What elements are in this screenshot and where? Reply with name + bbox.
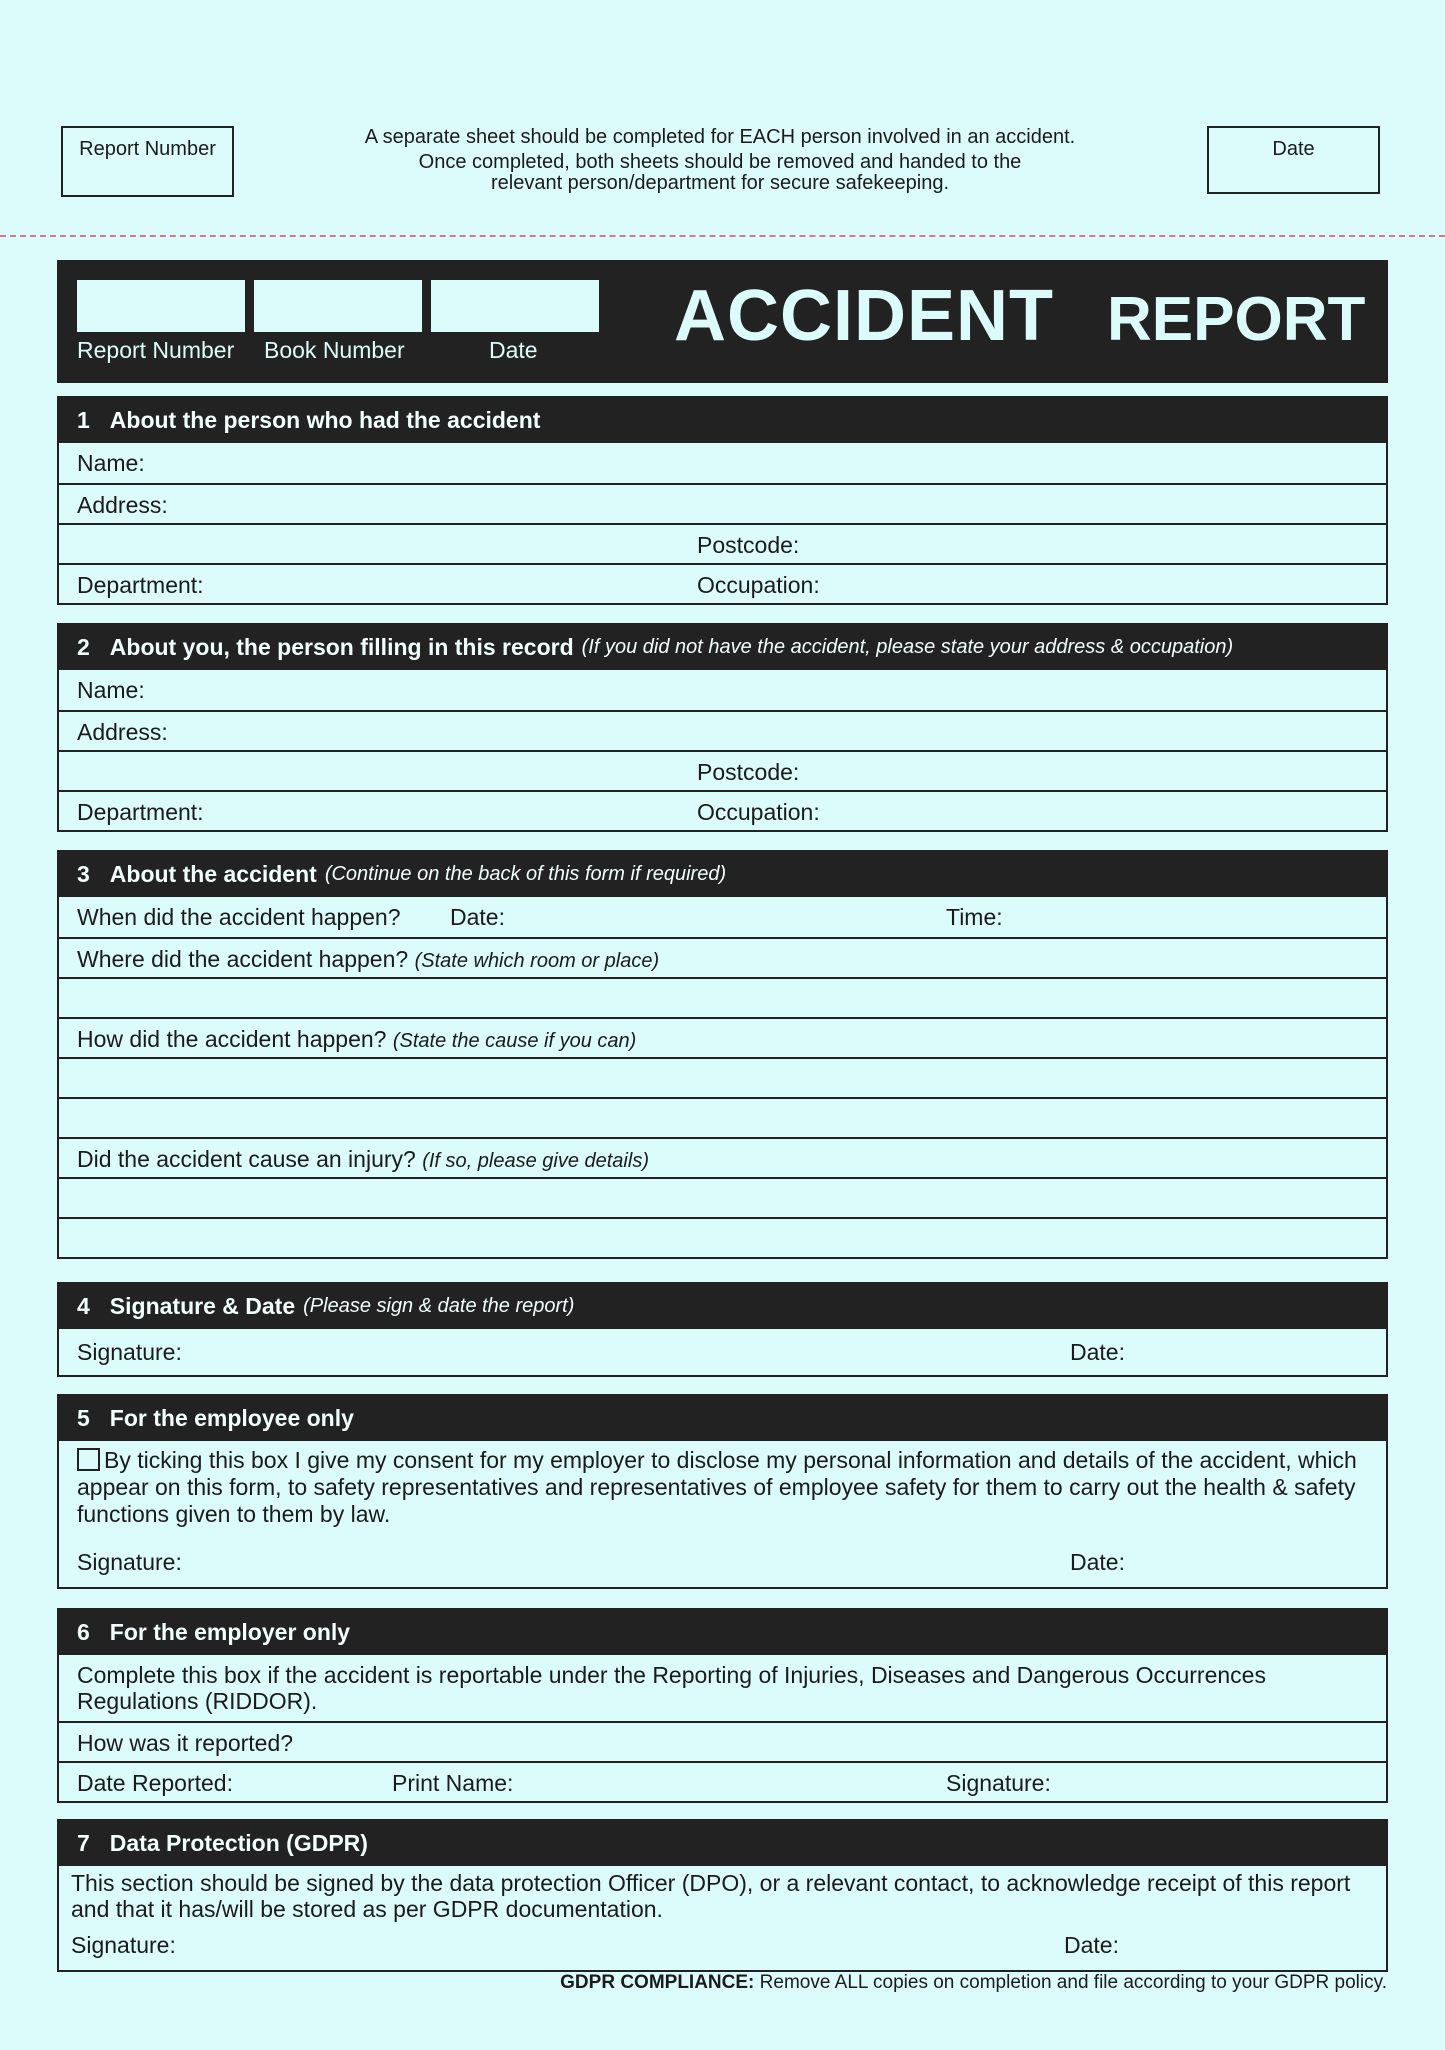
section-6-title: For the employer only	[109, 1619, 351, 1645]
s3-injury-note: (If so, please give details)	[422, 1150, 649, 1172]
s6-signature-label: Signature:	[946, 1770, 1051, 1796]
header-date-label: Date	[489, 337, 538, 363]
section-6-header	[59, 1610, 1386, 1655]
title-report: REPORT	[1107, 285, 1366, 354]
section-5	[57, 1394, 1388, 1589]
s2-postcode-label: Postcode:	[697, 759, 800, 785]
s2-address-label: Address:	[77, 719, 168, 745]
section-6	[57, 1608, 1388, 1803]
s5-signature-label: Signature:	[77, 1549, 182, 1575]
stub-report-number-label: Report Number	[79, 138, 216, 160]
stub-notice-line2: Once completed, both sheets should be removed and handed to the	[418, 151, 1022, 173]
section-4-body	[59, 1329, 1386, 1375]
s3-how-line-2[interactable]	[59, 1097, 1386, 1137]
header-report-number-label: Report Number	[77, 337, 235, 363]
s5-consent-paragraph	[59, 1441, 1386, 1536]
section-2	[57, 623, 1388, 832]
s3-injury-line-1[interactable]	[59, 1177, 1386, 1217]
report-header	[57, 260, 1388, 383]
s2-department-row[interactable]	[59, 790, 1386, 830]
s3-time-label: Time:	[946, 904, 1003, 930]
section-1-title: About the person who had the accident	[109, 407, 541, 433]
s3-where-row[interactable]	[59, 937, 1386, 977]
footer-text: Remove ALL copies on completion and file according to your GDPR policy.	[759, 1972, 1387, 1993]
stub-report-number-box[interactable]	[61, 126, 234, 197]
header-date-field[interactable]	[431, 280, 599, 332]
gdpr-compliance-footer	[560, 1972, 1387, 1994]
header-book-number-label: Book Number	[264, 337, 405, 363]
section-2-title: About you, the person filling in this record	[109, 634, 574, 660]
s4-signature-row[interactable]	[59, 1329, 1386, 1375]
s3-when-label: When did the accident happen?	[77, 904, 401, 930]
s3-how-row[interactable]	[59, 1017, 1386, 1057]
section-3-note: (Continue on the back of this form if required)	[324, 863, 727, 885]
s6-how-row[interactable]	[59, 1721, 1386, 1761]
section-4-number: 4	[77, 1293, 90, 1319]
section-5-header	[59, 1396, 1386, 1441]
section-4-title: Signature & Date	[109, 1293, 296, 1319]
s2-name-label: Name:	[77, 677, 145, 703]
s6-date-reported-label: Date Reported:	[77, 1770, 233, 1796]
s2-address-row[interactable]	[59, 710, 1386, 750]
s1-occupation-label: Occupation:	[697, 572, 820, 598]
s2-name-row[interactable]	[59, 670, 1386, 710]
s6-print-name-label: Print Name:	[392, 1770, 514, 1796]
title-accident: ACCIDENT	[674, 276, 1054, 356]
section-6-number: 6	[77, 1619, 90, 1645]
stub-date-label: Date	[1272, 138, 1315, 160]
section-1-header	[59, 398, 1386, 443]
s1-address-row[interactable]	[59, 483, 1386, 523]
s3-how-line-1[interactable]	[59, 1057, 1386, 1097]
s2-postcode-row[interactable]	[59, 750, 1386, 790]
section-7-title: Data Protection (GDPR)	[109, 1830, 368, 1856]
stub-notice-line3: relevant person/department for secure safekeeping.	[490, 172, 950, 194]
s4-signature-label: Signature:	[77, 1339, 182, 1365]
section-2-number: 2	[77, 634, 90, 660]
section-4-header	[59, 1284, 1386, 1329]
section-4	[57, 1282, 1388, 1377]
header-book-number-field[interactable]	[254, 280, 422, 332]
section-5-number: 5	[77, 1405, 90, 1431]
s1-name-row[interactable]	[59, 443, 1386, 483]
s1-address-label: Address:	[77, 492, 168, 518]
s3-how-text: How did the accident happen?	[77, 1026, 387, 1052]
section-3-title: About the accident	[109, 861, 317, 887]
s3-where-label	[77, 946, 659, 973]
section-7	[57, 1819, 1388, 1972]
s6-how-label: How was it reported?	[77, 1730, 294, 1756]
header-report-number-field[interactable]	[77, 280, 245, 332]
footer-bold: GDPR COMPLIANCE:	[560, 1972, 755, 1993]
s1-department-label: Department:	[77, 572, 204, 598]
s3-when-row[interactable]	[59, 897, 1386, 937]
s3-how-label	[77, 1026, 636, 1053]
section-3-header	[59, 852, 1386, 897]
s7-gdpr-text: This section should be signed by the data protection Officer (DPO), or a relevant contact, to acknowledge receipt of this report and that it has/will be stored as per GDPR documentation.	[71, 1870, 1351, 1922]
section-1-number: 1	[77, 407, 90, 433]
section-2-note: (If you did not have the accident, please state your address & occupation)	[581, 636, 1234, 658]
section-6-body	[59, 1655, 1386, 1801]
section-2-header	[59, 625, 1386, 670]
s1-postcode-row[interactable]	[59, 523, 1386, 563]
s1-postcode-label: Postcode:	[697, 532, 800, 558]
s7-signature-label: Signature:	[71, 1932, 176, 1958]
s3-where-note: (State which room or place)	[414, 950, 660, 972]
s4-date-label: Date:	[1070, 1339, 1125, 1365]
section-2-body	[59, 670, 1386, 830]
s3-injury-text: Did the accident cause an injury?	[77, 1146, 416, 1172]
s3-how-note: (State the cause if you can)	[392, 1030, 637, 1052]
s1-department-row[interactable]	[59, 563, 1386, 603]
stub-date-box[interactable]	[1207, 126, 1380, 194]
section-7-header	[59, 1821, 1386, 1866]
section-3-number: 3	[77, 861, 90, 887]
section-1-body	[59, 443, 1386, 603]
consent-checkbox[interactable]	[77, 1448, 100, 1471]
s3-injury-label	[77, 1146, 649, 1173]
stub-notice-line1: A separate sheet should be completed for EACH person involved in an accident.	[364, 126, 1076, 148]
section-5-title: For the employee only	[109, 1405, 354, 1431]
s5-date-label: Date:	[1070, 1549, 1125, 1575]
s3-injury-line-2[interactable]	[59, 1217, 1386, 1257]
s1-name-label: Name:	[77, 450, 145, 476]
s6-riddor-text: Complete this box if the accident is reportable under the Reporting of Injuries, Diseases and Dangerous Occurrences Regulations (RIDDOR).	[77, 1662, 1266, 1714]
s3-injury-row[interactable]	[59, 1137, 1386, 1177]
s3-where-line[interactable]	[59, 977, 1386, 1017]
stub-notice	[300, 127, 1140, 194]
s3-where-text: Where did the accident happen?	[77, 946, 409, 972]
section-5-body	[59, 1441, 1386, 1587]
section-7-number: 7	[77, 1830, 90, 1856]
section-7-body	[59, 1866, 1386, 1970]
s7-date-label: Date:	[1064, 1932, 1119, 1958]
s5-consent-text: By ticking this box I give my consent for my employer to disclose my personal information and details of the accident, which appear on this form, to safety representatives and representatives of employee safety for them to carry out the health & safety functions given to them by law.	[77, 1447, 1357, 1527]
section-3-body	[59, 897, 1386, 1257]
section-1	[57, 396, 1388, 605]
s2-department-label: Department:	[77, 799, 204, 825]
s2-occupation-label: Occupation:	[697, 799, 820, 825]
section-4-note: (Please sign & date the report)	[303, 1295, 575, 1317]
s6-details-row[interactable]	[59, 1761, 1386, 1801]
s3-date-label: Date:	[450, 904, 505, 930]
section-3	[57, 850, 1388, 1259]
tear-off-line	[0, 235, 1445, 237]
